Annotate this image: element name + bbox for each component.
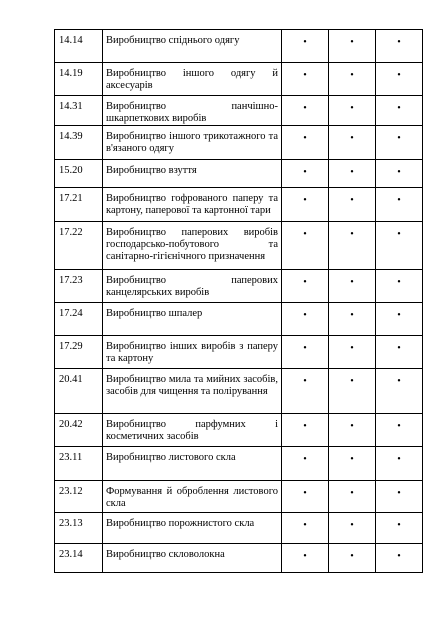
bullet-mark: • bbox=[350, 167, 354, 178]
name-cell: Виробництво іншого одягу й аксесуарів bbox=[103, 63, 282, 96]
mark-cell-1 bbox=[282, 222, 329, 270]
bullet-mark: • bbox=[397, 421, 401, 432]
bullet-mark: • bbox=[303, 167, 307, 178]
bullet-mark: • bbox=[303, 343, 307, 354]
bullet-mark: • bbox=[397, 520, 401, 531]
bullet-mark: • bbox=[350, 551, 354, 562]
bullet-mark: • bbox=[303, 520, 307, 531]
code-cell: 23.12 bbox=[55, 481, 103, 513]
mark-cell-2 bbox=[329, 336, 376, 369]
bullet-mark: • bbox=[303, 277, 307, 288]
mark-cell-3 bbox=[376, 414, 423, 447]
name-cell: Виробництво шпалер bbox=[103, 303, 282, 336]
bullet-mark: • bbox=[350, 488, 354, 499]
bullet-mark: • bbox=[350, 37, 354, 48]
name-cell: Виробництво гофрованого паперу та картону, паперової та картонної тари bbox=[103, 188, 282, 222]
bullet-mark: • bbox=[303, 551, 307, 562]
mark-cell-2 bbox=[329, 96, 376, 126]
mark-cell-2 bbox=[329, 30, 376, 63]
mark-cell-1 bbox=[282, 513, 329, 544]
bullet-mark: • bbox=[397, 133, 401, 144]
mark-cell-2 bbox=[329, 160, 376, 188]
mark-cell-3 bbox=[376, 369, 423, 414]
bullet-mark: • bbox=[303, 421, 307, 432]
bullet-mark: • bbox=[397, 277, 401, 288]
table-row bbox=[55, 513, 423, 544]
mark-cell-2 bbox=[329, 414, 376, 447]
name-cell: Виробництво паперових канцелярських виробів bbox=[103, 270, 282, 303]
mark-cell-1 bbox=[282, 303, 329, 336]
bullet-mark: • bbox=[350, 70, 354, 81]
bullet-mark: • bbox=[397, 167, 401, 178]
code-cell: 15.20 bbox=[55, 160, 103, 188]
code-cell: 14.14 bbox=[55, 30, 103, 63]
mark-cell-3 bbox=[376, 513, 423, 544]
code-cell: 14.31 bbox=[55, 96, 103, 126]
mark-cell-1 bbox=[282, 160, 329, 188]
mark-cell-1 bbox=[282, 30, 329, 63]
mark-cell-1 bbox=[282, 544, 329, 573]
code-cell: 17.29 bbox=[55, 336, 103, 369]
bullet-mark: • bbox=[350, 229, 354, 240]
code-cell: 17.24 bbox=[55, 303, 103, 336]
bullet-mark: • bbox=[350, 421, 354, 432]
mark-cell-1 bbox=[282, 414, 329, 447]
table-body bbox=[55, 30, 423, 573]
bullet-mark: • bbox=[350, 454, 354, 465]
mark-cell-1 bbox=[282, 96, 329, 126]
name-cell: Виробництво іншого трикотажного та в'язаного одягу bbox=[103, 126, 282, 160]
code-cell: 23.13 bbox=[55, 513, 103, 544]
mark-cell-3 bbox=[376, 303, 423, 336]
table-row bbox=[55, 222, 423, 270]
activity-codes-table bbox=[54, 29, 423, 573]
bullet-mark: • bbox=[303, 310, 307, 321]
table-row bbox=[55, 160, 423, 188]
mark-cell-1 bbox=[282, 447, 329, 481]
mark-cell-3 bbox=[376, 270, 423, 303]
bullet-mark: • bbox=[397, 551, 401, 562]
bullet-mark: • bbox=[350, 133, 354, 144]
bullet-mark: • bbox=[350, 520, 354, 531]
mark-cell-3 bbox=[376, 30, 423, 63]
table-row bbox=[55, 126, 423, 160]
table-row bbox=[55, 481, 423, 513]
table-row bbox=[55, 369, 423, 414]
bullet-mark: • bbox=[303, 376, 307, 387]
code-cell: 20.42 bbox=[55, 414, 103, 447]
bullet-mark: • bbox=[303, 133, 307, 144]
mark-cell-3 bbox=[376, 126, 423, 160]
bullet-mark: • bbox=[397, 70, 401, 81]
code-cell: 14.39 bbox=[55, 126, 103, 160]
bullet-mark: • bbox=[397, 195, 401, 206]
bullet-mark: • bbox=[397, 454, 401, 465]
bullet-mark: • bbox=[350, 195, 354, 206]
mark-cell-1 bbox=[282, 126, 329, 160]
mark-cell-3 bbox=[376, 96, 423, 126]
table-row bbox=[55, 414, 423, 447]
table-row bbox=[55, 188, 423, 222]
mark-cell-3 bbox=[376, 160, 423, 188]
name-cell: Виробництво панчішно-шкарпеткових виробів bbox=[103, 96, 282, 126]
bullet-mark: • bbox=[397, 229, 401, 240]
mark-cell-1 bbox=[282, 336, 329, 369]
mark-cell-3 bbox=[376, 481, 423, 513]
bullet-mark: • bbox=[350, 103, 354, 114]
bullet-mark: • bbox=[350, 343, 354, 354]
name-cell: Виробництво скловолокна bbox=[103, 544, 282, 573]
mark-cell-3 bbox=[376, 188, 423, 222]
mark-cell-2 bbox=[329, 270, 376, 303]
name-cell: Виробництво мила та мийних засобів, засобів для чищення та полірування bbox=[103, 369, 282, 414]
mark-cell-3 bbox=[376, 222, 423, 270]
mark-cell-3 bbox=[376, 544, 423, 573]
code-cell: 14.19 bbox=[55, 63, 103, 96]
name-cell: Формування й оброблення листового скла bbox=[103, 481, 282, 513]
code-cell: 23.11 bbox=[55, 447, 103, 481]
table-row bbox=[55, 336, 423, 369]
name-cell: Виробництво взуття bbox=[103, 160, 282, 188]
table-row bbox=[55, 63, 423, 96]
mark-cell-2 bbox=[329, 303, 376, 336]
mark-cell-2 bbox=[329, 126, 376, 160]
table-row bbox=[55, 544, 423, 573]
code-cell: 17.22 bbox=[55, 222, 103, 270]
mark-cell-3 bbox=[376, 447, 423, 481]
bullet-mark: • bbox=[303, 70, 307, 81]
table-row bbox=[55, 270, 423, 303]
mark-cell-1 bbox=[282, 63, 329, 96]
name-cell: Виробництво інших виробів з паперу та картону bbox=[103, 336, 282, 369]
name-cell: Виробництво парфумних і косметичних засобів bbox=[103, 414, 282, 447]
mark-cell-3 bbox=[376, 63, 423, 96]
mark-cell-2 bbox=[329, 63, 376, 96]
mark-cell-2 bbox=[329, 544, 376, 573]
code-cell: 23.14 bbox=[55, 544, 103, 573]
mark-cell-1 bbox=[282, 188, 329, 222]
bullet-mark: • bbox=[397, 310, 401, 321]
bullet-mark: • bbox=[303, 229, 307, 240]
name-cell: Виробництво порожнистого скла bbox=[103, 513, 282, 544]
table-row bbox=[55, 96, 423, 126]
mark-cell-2 bbox=[329, 369, 376, 414]
code-cell: 17.21 bbox=[55, 188, 103, 222]
code-cell: 20.41 bbox=[55, 369, 103, 414]
bullet-mark: • bbox=[350, 310, 354, 321]
bullet-mark: • bbox=[397, 103, 401, 114]
table-row bbox=[55, 303, 423, 336]
mark-cell-2 bbox=[329, 188, 376, 222]
bullet-mark: • bbox=[397, 376, 401, 387]
mark-cell-1 bbox=[282, 270, 329, 303]
bullet-mark: • bbox=[397, 488, 401, 499]
bullet-mark: • bbox=[303, 103, 307, 114]
bullet-mark: • bbox=[397, 343, 401, 354]
code-cell: 17.23 bbox=[55, 270, 103, 303]
name-cell: Виробництво паперових виробів господарсько-побутового та санітарно-гігієнічного призначення bbox=[103, 222, 282, 270]
name-cell: Виробництво листового скла bbox=[103, 447, 282, 481]
bullet-mark: • bbox=[303, 195, 307, 206]
mark-cell-1 bbox=[282, 481, 329, 513]
mark-cell-1 bbox=[282, 369, 329, 414]
name-cell: Виробництво спіднього одягу bbox=[103, 30, 282, 63]
mark-cell-3 bbox=[376, 336, 423, 369]
bullet-mark: • bbox=[350, 376, 354, 387]
mark-cell-2 bbox=[329, 447, 376, 481]
bullet-mark: • bbox=[303, 488, 307, 499]
mark-cell-2 bbox=[329, 222, 376, 270]
mark-cell-2 bbox=[329, 513, 376, 544]
bullet-mark: • bbox=[303, 37, 307, 48]
bullet-mark: • bbox=[303, 454, 307, 465]
bullet-mark: • bbox=[350, 277, 354, 288]
table-row bbox=[55, 30, 423, 63]
table-row bbox=[55, 447, 423, 481]
bullet-mark: • bbox=[397, 37, 401, 48]
mark-cell-2 bbox=[329, 481, 376, 513]
